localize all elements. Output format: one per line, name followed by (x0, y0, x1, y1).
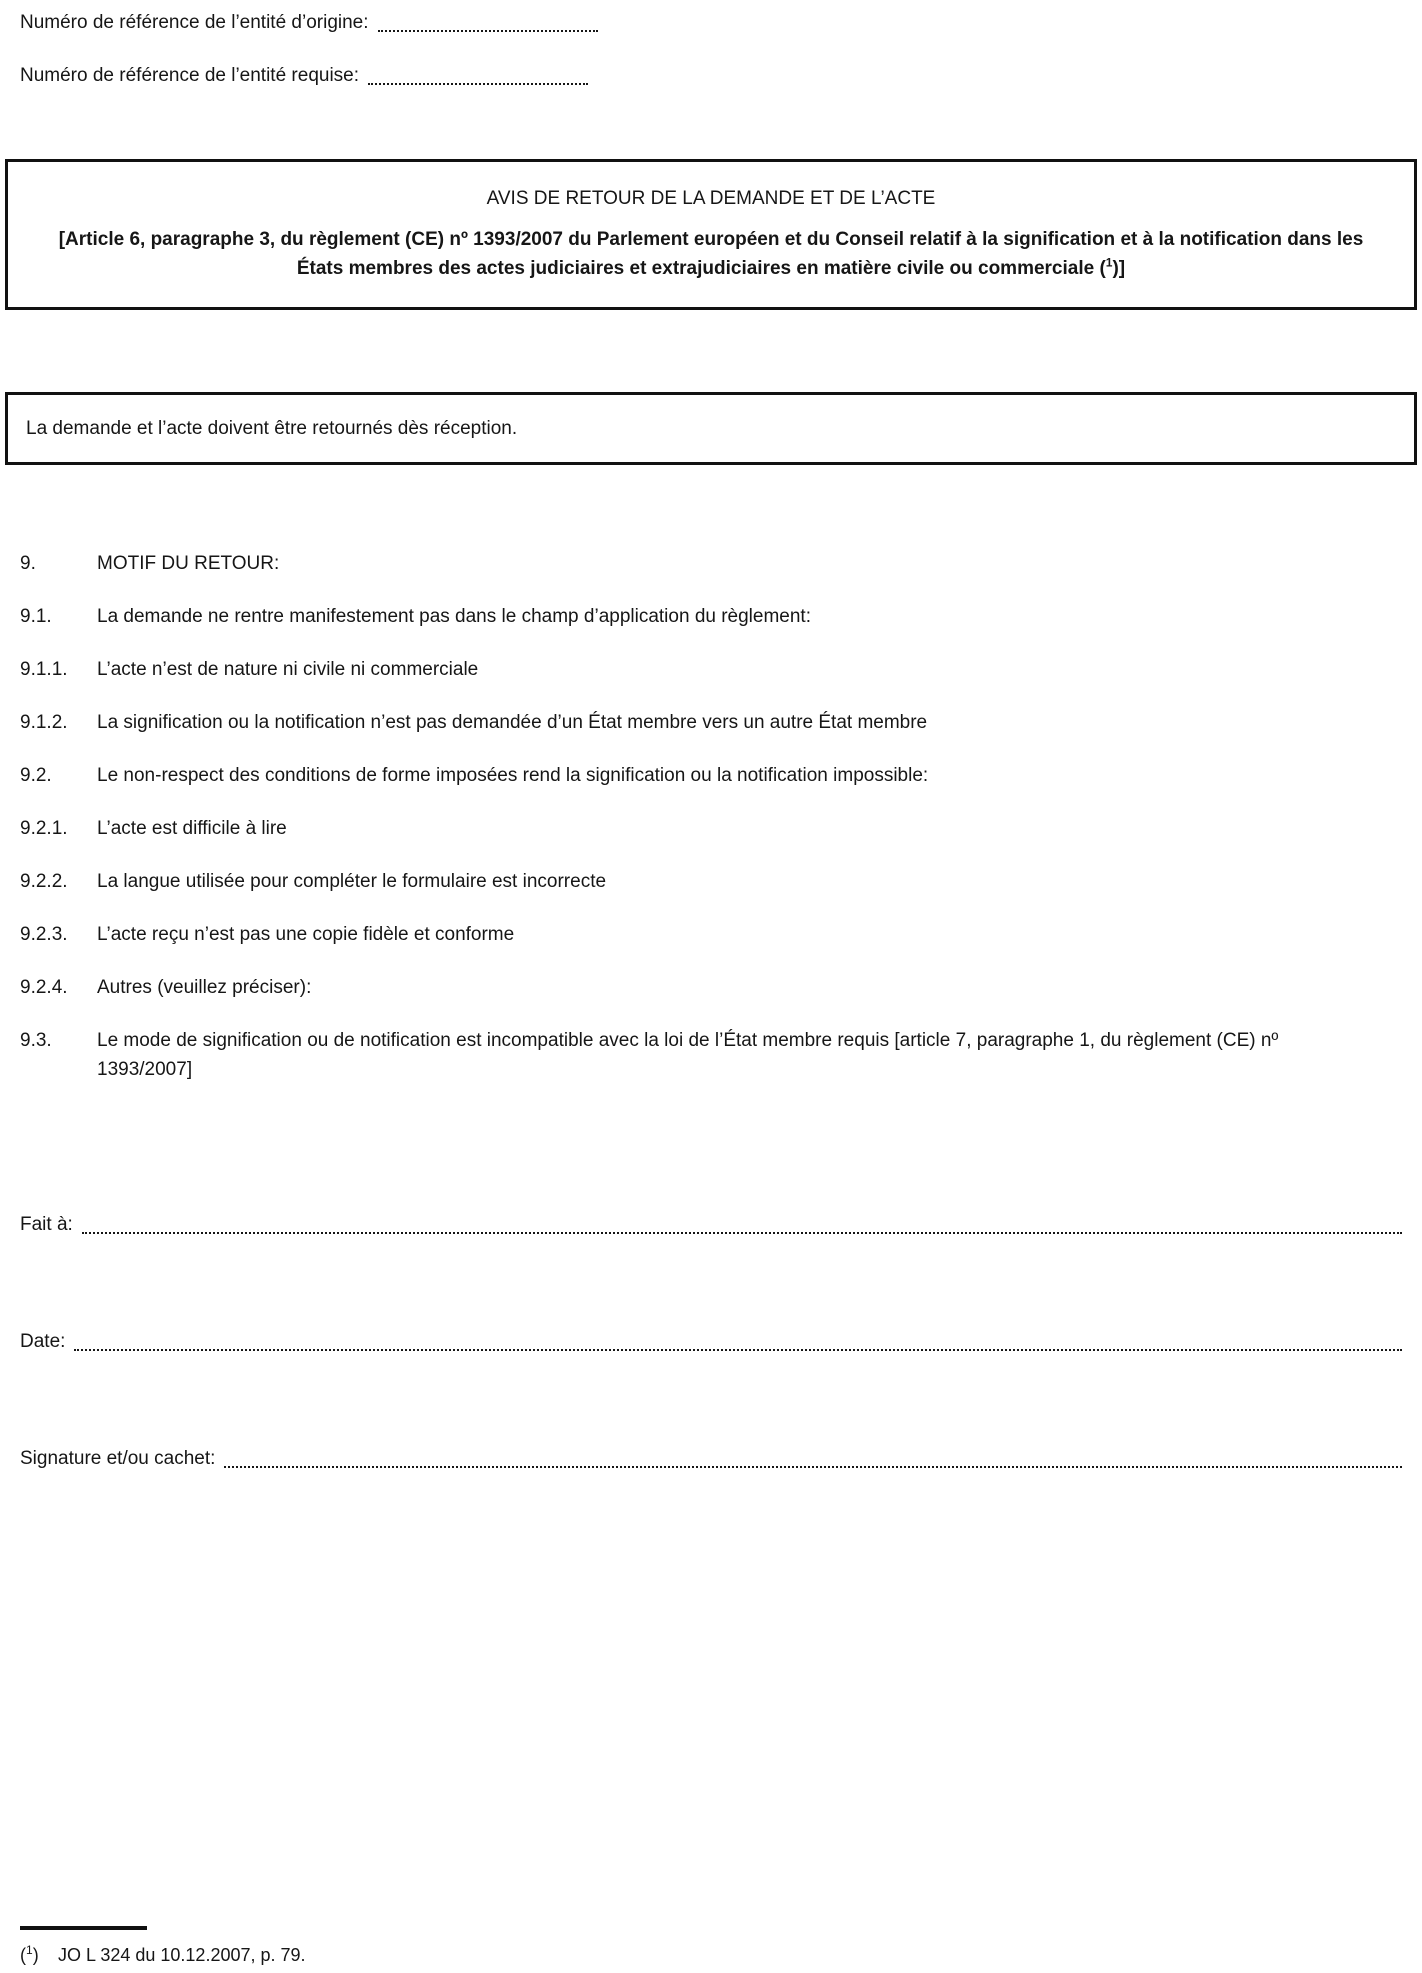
ref-origin-fill-in[interactable] (378, 30, 598, 32)
item-text: La demande ne rentre manifestement pas dans le champ d’application du règlement: (97, 606, 811, 627)
list-item (20, 602, 1402, 631)
return-reason-list (20, 549, 1402, 1084)
fill-in-label: Fait à: (20, 1214, 73, 1235)
item-text: La signification ou la notification n’est pas demandée d’un État membre vers un autre État membre (97, 712, 928, 733)
item-text: La langue utilisée pour compléter le formulaire est incorrecte (97, 871, 607, 892)
ref-requested-line (20, 63, 1402, 89)
fill-in-label: Date: (20, 1331, 66, 1352)
footnote-divider (20, 1926, 147, 1930)
instruction-box (5, 392, 1417, 465)
instruction-text: La demande et l’acte doivent être retournés dès réception. (26, 418, 518, 439)
legal-basis-text-end: )] (1112, 258, 1126, 279)
item-number: 9.2. (20, 765, 52, 786)
item-number: 9.1. (20, 606, 52, 627)
item-number: 9.2.2. (20, 871, 68, 892)
item-text: MOTIF DU RETOUR: (97, 553, 280, 574)
fill-in-field[interactable] (224, 1466, 1402, 1468)
footnote (20, 1926, 306, 1967)
list-item (20, 1026, 1402, 1084)
list-item (20, 708, 1402, 737)
legal-basis-text: [Article 6, paragraphe 3, du règlement (CE) nº 1393/2007 du Parlement européen et du Conseil relatif à la signification et à la notification dans les États membres des actes judiciaires et extrajudiciaires en matière civile ou commerciale ( (58, 229, 1364, 279)
ref-requested-label: Numéro de référence de l’entité requise: (20, 65, 360, 86)
ref-origin-label: Numéro de référence de l’entité d’origine: (20, 12, 369, 33)
fill-in-field[interactable] (74, 1349, 1402, 1351)
fill-in-row (20, 1327, 1402, 1356)
item-number: 9.2.4. (20, 977, 68, 998)
item-text: L’acte est difficile à lire (97, 818, 287, 839)
list-item (20, 655, 1402, 684)
notice-title-box (5, 159, 1417, 310)
list-item (20, 920, 1402, 949)
item-text: Le non-respect des conditions de forme imposées rend la signification ou la notification impossible: (97, 765, 929, 786)
item-number: 9.3. (20, 1030, 52, 1051)
fill-in-label: Signature et/ou cachet: (20, 1448, 216, 1469)
list-item (20, 973, 1402, 1002)
fill-in-row (20, 1444, 1402, 1473)
list-item (20, 814, 1402, 843)
item-number: 9.2.1. (20, 818, 68, 839)
ref-origin-line (20, 10, 1402, 36)
footnote-ref-1: 1 (1105, 255, 1113, 270)
list-item (20, 761, 1402, 790)
footnote-marker: ($^1$) (20, 1943, 39, 1965)
signature-fields (20, 1210, 1402, 1473)
form-legal-basis (46, 225, 1376, 283)
item-number: 9.1.2. (20, 712, 68, 733)
item-text: L’acte n’est de nature ni civile ni commerciale (97, 659, 479, 680)
footnote-text: JO L 324 du 10.12.2007, p. 79. (58, 1945, 306, 1965)
item-text: L’acte reçu n’est pas une copie fidèle et conforme (97, 924, 515, 945)
fill-in-row (20, 1210, 1402, 1239)
item-text: Autres (veuillez préciser): (97, 977, 312, 998)
form-title: AVIS DE RETOUR DE LA DEMANDE ET DE L’ACTE (486, 188, 936, 209)
fill-in-field[interactable] (82, 1232, 1402, 1234)
ref-requested-fill-in[interactable] (368, 83, 588, 85)
item-number: 9.2.3. (20, 924, 68, 945)
item-text: Le mode de signification ou de notification est incompatible avec la loi de l’État membre requis [article 7, paragraphe 1, du règlement (CE) nº 1393/2007] (97, 1030, 1279, 1080)
list-item (20, 867, 1402, 896)
list-item (20, 549, 1402, 578)
item-number: 9.1.1. (20, 659, 68, 680)
item-number: 9. (20, 553, 36, 574)
